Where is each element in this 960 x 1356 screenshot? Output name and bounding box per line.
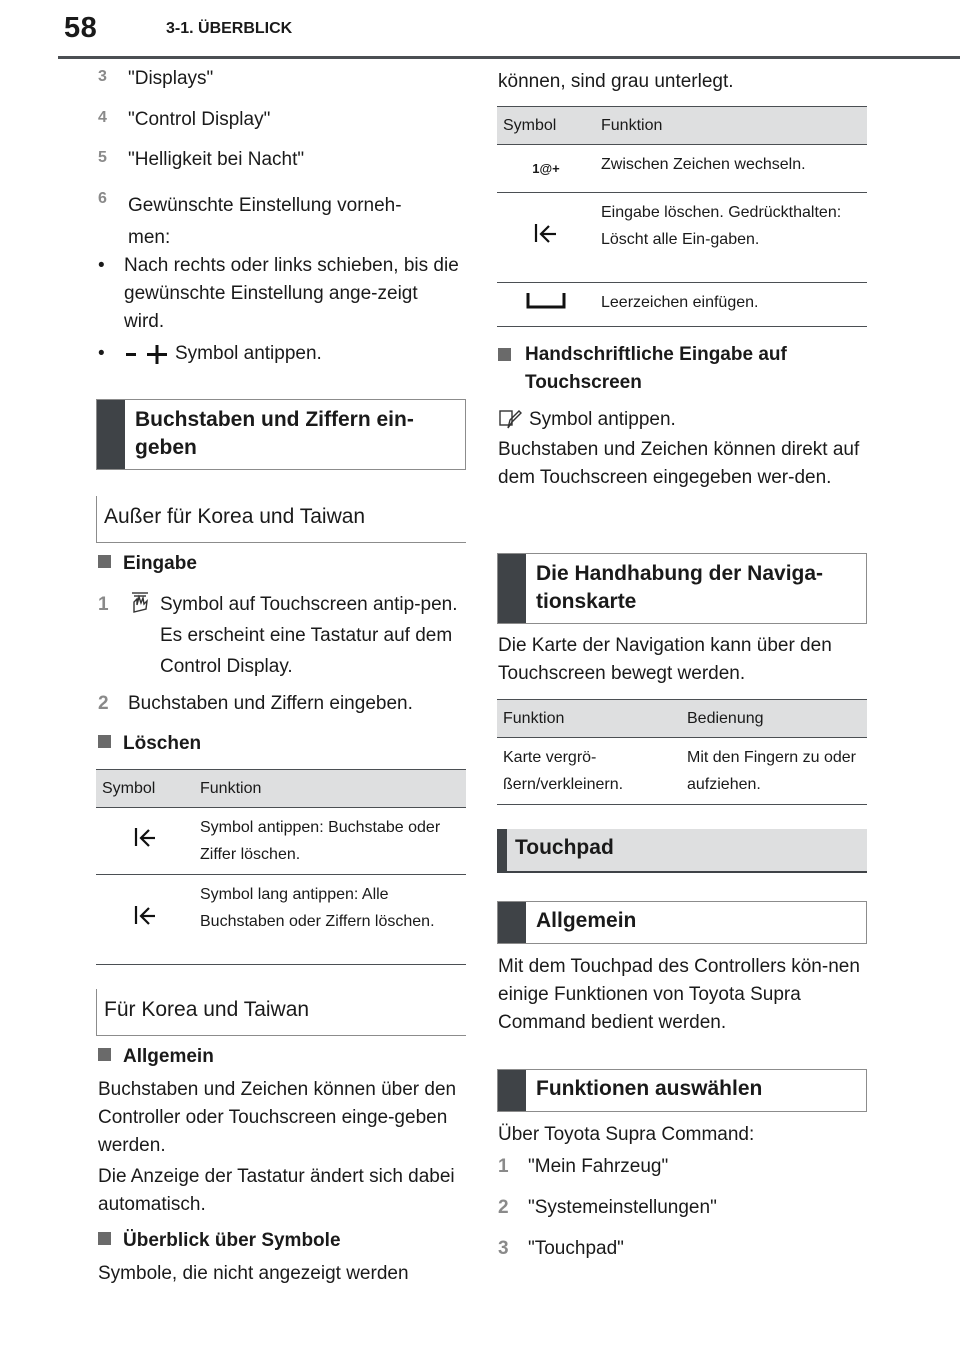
- step-text: "Systemeinstellungen": [528, 1197, 717, 1218]
- step-text: Gewünschte Einstellung vorneh-men:: [128, 195, 402, 248]
- switch-chars-label: 1@+: [532, 161, 560, 176]
- bullet-text: Nach rechts oder links schieben, bis die gewünschte Einstellung ange-zeigt wird.: [124, 255, 459, 332]
- navigation-table: [497, 699, 867, 805]
- subhead-eingabe: [98, 553, 197, 575]
- subsection-heading-korea: [96, 989, 466, 1036]
- bullet-dot: •: [98, 343, 105, 364]
- bullet-text: Symbol antippen.: [175, 343, 322, 364]
- operation-text: Mit den Fingern zu oder aufziehen.: [681, 738, 867, 805]
- col-function-header: Funktion: [595, 107, 867, 145]
- table-row: [96, 808, 466, 875]
- heading-bar: [97, 400, 125, 469]
- heading-text: Für Korea und Taiwan: [104, 998, 310, 1021]
- table-row: [96, 875, 466, 965]
- step-number: 1: [98, 594, 109, 615]
- step-text-inline: Symbol auf Touchscreen antip-pen. Es erscheint eine Tastatur auf dem Control Display.: [160, 594, 458, 677]
- step-number: 6: [98, 190, 107, 207]
- step-number: 2: [498, 1197, 509, 1218]
- header-divider: [58, 56, 960, 59]
- step-number: 2: [98, 693, 109, 714]
- backspace-icon: [497, 193, 595, 283]
- step-text: [160, 589, 460, 682]
- heading-bar: [497, 829, 507, 871]
- step-text: Buchstaben und Ziffern eingeben.: [128, 693, 413, 714]
- step-text: "Touchpad": [528, 1238, 624, 1259]
- subsection-heading-except-korea: [96, 496, 466, 543]
- subhead-text: Löschen: [123, 733, 202, 754]
- heading-bar: [498, 902, 526, 943]
- step-number: 3: [98, 68, 107, 85]
- subhead-loeschen: [98, 733, 201, 755]
- subhead-allgemein: [98, 1046, 214, 1068]
- paragraph-keyboard: Die Anzeige der Tastatur ändert sich dabei automatisch.: [98, 1166, 455, 1215]
- paragraph-grey: können, sind grau unterlegt.: [498, 71, 734, 92]
- handwriting-symbol-text: Symbol antippen.: [529, 409, 676, 430]
- table-row: [497, 193, 867, 283]
- step-text: "Control Display": [128, 109, 271, 130]
- chapter-heading-touchpad: [497, 829, 867, 873]
- square-marker: [498, 348, 511, 376]
- section-heading-navigation: [497, 553, 867, 624]
- step-number: 3: [498, 1238, 509, 1259]
- heading-text: Buchstaben und Ziffern ein-geben: [135, 408, 414, 459]
- function-text: Symbol lang antippen: Alle Buchstaben oder Ziffern löschen.: [194, 875, 466, 965]
- step-number: 4: [98, 109, 107, 126]
- step-number: 5: [98, 149, 107, 166]
- col-function-header: Funktion: [497, 700, 681, 738]
- col-function-header: Funktion: [194, 770, 466, 808]
- subhead-text: Handschriftliche Eingabe auf Touchscreen: [525, 344, 787, 393]
- table-row: [497, 283, 867, 327]
- paragraph-touchpad: Mit dem Touchpad des Controllers kön-nen einige Funktionen von Toyota Supra Command bedient werden.: [498, 956, 860, 1033]
- table-row: [497, 738, 867, 805]
- step-text: "Helligkeit bei Nacht": [128, 149, 305, 170]
- heading-bar: [498, 554, 526, 623]
- paragraph-via-command: Über Toyota Supra Command:: [498, 1124, 755, 1145]
- col-symbol-header: Symbol: [497, 107, 595, 145]
- square-marker: [98, 1048, 111, 1061]
- function-text: Symbol antippen: Buchstabe oder Ziffer löschen.: [194, 808, 466, 875]
- delete-symbols-table: [96, 769, 466, 965]
- col-operation-header: Bedienung: [681, 700, 867, 738]
- paragraph-input: Buchstaben und Zeichen können über den Controller oder Touchscreen einge-geben werden.: [98, 1079, 457, 1156]
- heading-text: Allgemein: [536, 909, 637, 932]
- function-text: Eingabe löschen. Gedrückthalten: Löscht alle Ein-gaben.: [595, 193, 867, 283]
- heading-left-rule: [96, 989, 97, 1035]
- section-heading-letters: [96, 399, 466, 470]
- minus-plus-icon: [124, 344, 170, 373]
- function-text: Zwischen Zeichen wechseln.: [595, 145, 867, 193]
- section-heading-select-functions: [497, 1069, 867, 1112]
- function-text: Leerzeichen einfügen.: [595, 283, 867, 327]
- heading-text: Die Handhabung der Naviga-tionskarte: [536, 562, 824, 613]
- switch-chars-icon: [497, 145, 595, 193]
- space-icon: [497, 283, 595, 327]
- function-text: Karte vergrö-ßern/verkleinern.: [497, 738, 681, 805]
- symbols-table: [497, 106, 867, 327]
- table-header-row: [497, 700, 867, 738]
- step-text: "Displays": [128, 68, 214, 89]
- keyboard-hand-icon: [128, 591, 152, 623]
- section-heading-general: [497, 901, 867, 944]
- handwriting-icon: [498, 408, 522, 439]
- bullet-dot: •: [98, 255, 105, 276]
- step-text: "Mein Fahrzeug": [528, 1156, 669, 1177]
- heading-left-rule: [96, 496, 97, 542]
- table-header-row: [497, 107, 867, 145]
- paragraph-handwriting: Buchstaben und Zeichen können direkt auf dem Touchscreen eingegeben wer-den.: [498, 439, 860, 488]
- square-marker: [98, 1232, 111, 1245]
- step-number: 1: [498, 1156, 509, 1177]
- col-symbol-header: Symbol: [96, 770, 194, 808]
- heading-text: Touchpad: [515, 836, 614, 859]
- backspace-icon: [96, 808, 194, 875]
- table-header-row: [96, 770, 466, 808]
- subhead-text: Allgemein: [123, 1046, 214, 1067]
- section-title: 3-1. ÜBERBLICK: [166, 20, 293, 37]
- page-number: 58: [64, 12, 98, 44]
- subhead-symbole: [98, 1230, 341, 1252]
- table-row: [497, 145, 867, 193]
- paragraph-navigation: Die Karte der Navigation kann über den Touchscreen bewegt werden.: [498, 635, 832, 684]
- heading-text: Funktionen auswählen: [536, 1077, 763, 1100]
- subhead-text: Überblick über Symbole: [123, 1230, 341, 1251]
- square-marker: [98, 555, 111, 568]
- square-marker: [98, 735, 111, 748]
- heading-bar: [498, 1070, 526, 1111]
- paragraph-symbols: Symbole, die nicht angezeigt werden: [98, 1263, 409, 1284]
- subhead-text: Eingabe: [123, 553, 197, 574]
- backspace-icon: [96, 875, 194, 965]
- heading-text: Außer für Korea und Taiwan: [104, 505, 366, 528]
